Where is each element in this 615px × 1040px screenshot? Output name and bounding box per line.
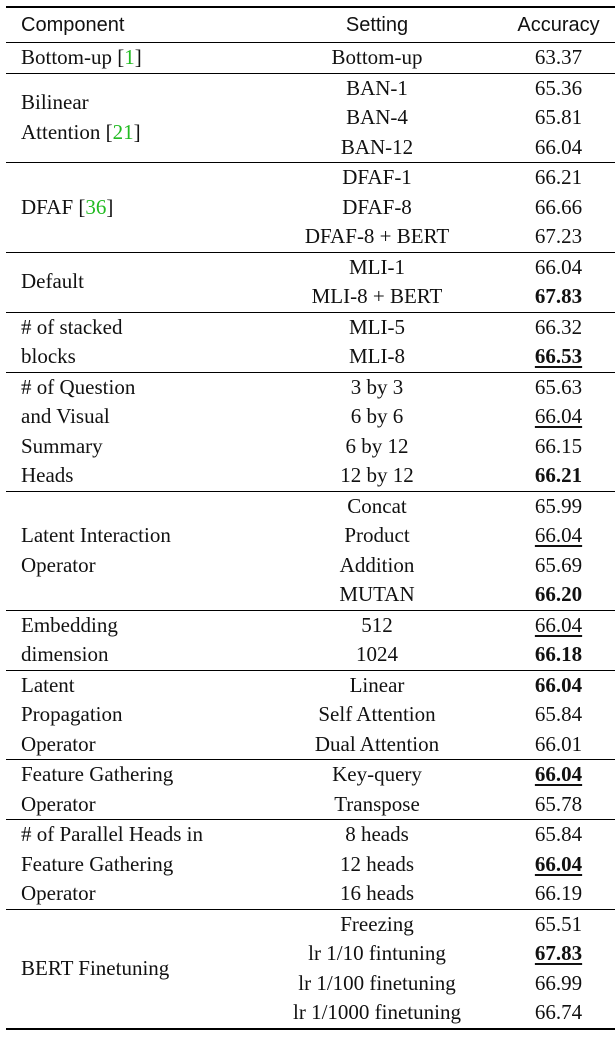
- component-group: [6, 760, 615, 820]
- results-table-container: [6, 6, 609, 1030]
- component-cell: [6, 760, 261, 820]
- accuracy-value: 66.74: [534, 1000, 583, 1024]
- table-row: [6, 491, 615, 521]
- setting-cell: DFAF-8 + BERT: [304, 224, 450, 248]
- component-group: [6, 252, 615, 312]
- table-row: [6, 372, 615, 402]
- citation-link[interactable]: 1: [124, 45, 135, 69]
- setting-cell: MLI-8: [349, 344, 405, 368]
- setting-cell: Addition: [339, 552, 415, 577]
- component-label-line: Latent: [21, 672, 75, 697]
- setting-cell: Key-query: [332, 762, 422, 786]
- accuracy-cell: [493, 282, 615, 312]
- component-group: [6, 491, 615, 610]
- component-label-line: DFAF [36]: [21, 194, 114, 219]
- component-label-line: # of stacked: [21, 314, 123, 339]
- component-label-line: Summary: [21, 433, 103, 458]
- component-group: [6, 610, 615, 670]
- setting-cell: 12 heads: [339, 851, 415, 876]
- component-cell: [6, 491, 261, 610]
- component-group: [6, 820, 615, 910]
- component-cell: [6, 163, 261, 253]
- accuracy-cell: [493, 103, 615, 133]
- setting-cell: Self Attention: [318, 702, 436, 726]
- header-accuracy: Accuracy: [517, 14, 600, 36]
- accuracy-value: 66.04: [534, 762, 583, 786]
- accuracy-value: 67.83: [534, 284, 583, 308]
- setting-cell: MLI-8 + BERT: [311, 284, 443, 308]
- accuracy-cell: [493, 222, 615, 252]
- accuracy-cell: [493, 909, 615, 939]
- accuracy-cell: [493, 551, 615, 581]
- accuracy-value: 67.83: [534, 941, 583, 965]
- accuracy-value: 65.63: [534, 374, 583, 399]
- accuracy-value: 65.51: [534, 911, 583, 936]
- accuracy-value: 66.04: [534, 672, 583, 697]
- setting-cell: 3 by 3: [350, 374, 404, 399]
- accuracy-value: 66.32: [534, 314, 583, 339]
- accuracy-value: 65.78: [534, 791, 583, 816]
- setting-cell: 1024: [356, 642, 398, 666]
- accuracy-cell: [493, 163, 615, 193]
- table-row: [6, 760, 615, 790]
- component-label-line: Operator: [21, 791, 96, 816]
- setting-cell: 8 heads: [345, 822, 409, 846]
- accuracy-cell: [493, 133, 615, 163]
- component-label-line: Operator: [21, 552, 96, 577]
- table-row: [6, 163, 615, 193]
- table-row: [6, 610, 615, 640]
- setting-cell: MLI-5: [349, 314, 405, 339]
- header-row: [6, 7, 615, 43]
- accuracy-value: 66.20: [534, 582, 583, 606]
- table-header: [6, 7, 615, 43]
- accuracy-value: 65.84: [534, 702, 583, 726]
- accuracy-cell: [493, 491, 615, 521]
- accuracy-cell: [493, 580, 615, 610]
- setting-cell: Dual Attention: [314, 731, 440, 756]
- component-label-line: # of Question: [21, 374, 136, 399]
- accuracy-cell: [493, 193, 615, 223]
- accuracy-value: 66.18: [534, 642, 583, 666]
- setting-cell: lr 1/100 finetuning: [298, 970, 456, 995]
- header-component: Component: [21, 14, 125, 36]
- component-label-line: Bilinear: [21, 90, 89, 115]
- component-cell: [6, 670, 261, 760]
- component-label-line: Bottom-up [1]: [21, 45, 142, 69]
- table-row: [6, 909, 615, 939]
- setting-cell: 512: [361, 612, 393, 637]
- setting-cell: Bottom-up: [331, 45, 423, 69]
- component-label-line: Operator: [21, 881, 96, 905]
- accuracy-cell: [493, 521, 615, 551]
- accuracy-value: 66.04: [534, 612, 583, 637]
- component-cell: [6, 73, 261, 163]
- setting-cell: lr 1/10 fintuning: [308, 941, 446, 965]
- accuracy-cell: [493, 610, 615, 640]
- component-cell: [6, 252, 261, 312]
- setting-cell: Concat: [347, 493, 407, 518]
- header-setting: Setting: [345, 14, 409, 36]
- component-label-line: Latent Interaction: [21, 523, 171, 547]
- accuracy-cell: [493, 790, 615, 820]
- ablation-results-table: [6, 6, 615, 1030]
- component-cell: [6, 909, 261, 1029]
- accuracy-value: 66.21: [534, 165, 583, 189]
- accuracy-value: 66.19: [534, 881, 583, 905]
- accuracy-value: 66.04: [534, 254, 583, 279]
- accuracy-cell: [493, 312, 615, 342]
- component-group: [6, 312, 615, 372]
- citation-link[interactable]: 36: [85, 194, 107, 219]
- setting-cell: Transpose: [334, 791, 420, 816]
- component-cell: [6, 312, 261, 372]
- component-label-line: Feature Gathering: [21, 762, 174, 786]
- accuracy-value: 65.81: [534, 105, 583, 129]
- component-group: [6, 163, 615, 253]
- accuracy-cell: [493, 402, 615, 432]
- accuracy-cell: [493, 372, 615, 402]
- component-group: [6, 909, 615, 1029]
- setting-cell: DFAF-8: [342, 194, 412, 219]
- accuracy-value: 66.04: [534, 134, 583, 159]
- accuracy-value: 66.04: [534, 523, 583, 547]
- component-cell: [6, 610, 261, 670]
- table-row: [6, 43, 615, 74]
- component-label-line: Heads: [21, 463, 74, 487]
- table-row: [6, 312, 615, 342]
- accuracy-value: 65.99: [534, 493, 583, 518]
- component-label-line: blocks: [21, 344, 76, 368]
- setting-cell: 6 by 12: [345, 433, 409, 458]
- accuracy-cell: [493, 43, 615, 74]
- component-group: [6, 73, 615, 163]
- accuracy-value: 65.36: [534, 75, 583, 100]
- component-group: [6, 670, 615, 760]
- component-cell: [6, 372, 261, 491]
- accuracy-cell: [493, 850, 615, 880]
- accuracy-cell: [493, 760, 615, 790]
- setting-cell: 12 by 12: [340, 463, 414, 487]
- setting-cell: Linear: [349, 672, 405, 697]
- accuracy-value: 65.84: [534, 822, 583, 846]
- accuracy-value: 66.15: [534, 433, 583, 458]
- accuracy-cell: [493, 969, 615, 999]
- setting-cell: Freezing: [340, 911, 414, 936]
- component-label-line: Attention [21]: [21, 119, 141, 144]
- accuracy-cell: [493, 879, 615, 909]
- setting-cell: BAN-4: [346, 105, 408, 129]
- accuracy-cell: [493, 73, 615, 103]
- setting-cell: BAN-12: [340, 134, 414, 159]
- accuracy-value: 67.23: [534, 224, 583, 248]
- setting-cell: 16 heads: [339, 881, 415, 905]
- accuracy-value: 66.04: [534, 404, 583, 428]
- accuracy-cell: [493, 432, 615, 462]
- citation-link[interactable]: 21: [112, 119, 134, 144]
- component-label-line: Propagation: [21, 702, 123, 726]
- accuracy-cell: [493, 820, 615, 850]
- table-row: [6, 252, 615, 282]
- component-label-line: Default: [21, 269, 84, 294]
- setting-cell: MUTAN: [339, 582, 415, 606]
- setting-cell: 6 by 6: [350, 404, 404, 428]
- setting-cell: lr 1/1000 finetuning: [293, 1000, 461, 1024]
- component-label-line: Operator: [21, 731, 96, 756]
- table-row: [6, 670, 615, 700]
- accuracy-value: 66.04: [534, 851, 583, 876]
- component-label-line: # of Parallel Heads in: [21, 822, 203, 846]
- component-cell: [6, 820, 261, 910]
- setting-cell: DFAF-1: [342, 165, 412, 189]
- setting-cell: BAN-1: [346, 75, 408, 100]
- accuracy-cell: [493, 342, 615, 372]
- accuracy-cell: [493, 252, 615, 282]
- table-row: [6, 820, 615, 850]
- component-group: [6, 43, 615, 74]
- accuracy-value: 66.53: [534, 344, 583, 368]
- accuracy-value: 66.99: [534, 970, 583, 995]
- setting-cell: MLI-1: [349, 254, 405, 279]
- accuracy-cell: [493, 998, 615, 1029]
- accuracy-value: 65.69: [534, 552, 583, 577]
- setting-cell: Product: [344, 523, 410, 547]
- accuracy-value: 63.37: [534, 45, 583, 69]
- component-label-line: Embedding: [21, 612, 118, 637]
- component-label-line: Feature Gathering: [21, 851, 174, 876]
- component-cell: [6, 43, 261, 74]
- accuracy-cell: [493, 640, 615, 670]
- accuracy-cell: [493, 461, 615, 491]
- component-group: [6, 372, 615, 491]
- accuracy-cell: [493, 939, 615, 969]
- component-label-line: dimension: [21, 642, 109, 666]
- component-label-line: BERT Finetuning: [21, 955, 170, 980]
- table-row: [6, 73, 615, 103]
- accuracy-cell: [493, 730, 615, 760]
- accuracy-cell: [493, 700, 615, 730]
- accuracy-value: 66.66: [534, 194, 583, 219]
- accuracy-value: 66.01: [534, 731, 583, 756]
- accuracy-value: 66.21: [534, 463, 583, 487]
- accuracy-cell: [493, 670, 615, 700]
- component-label-line: and Visual: [21, 404, 110, 428]
